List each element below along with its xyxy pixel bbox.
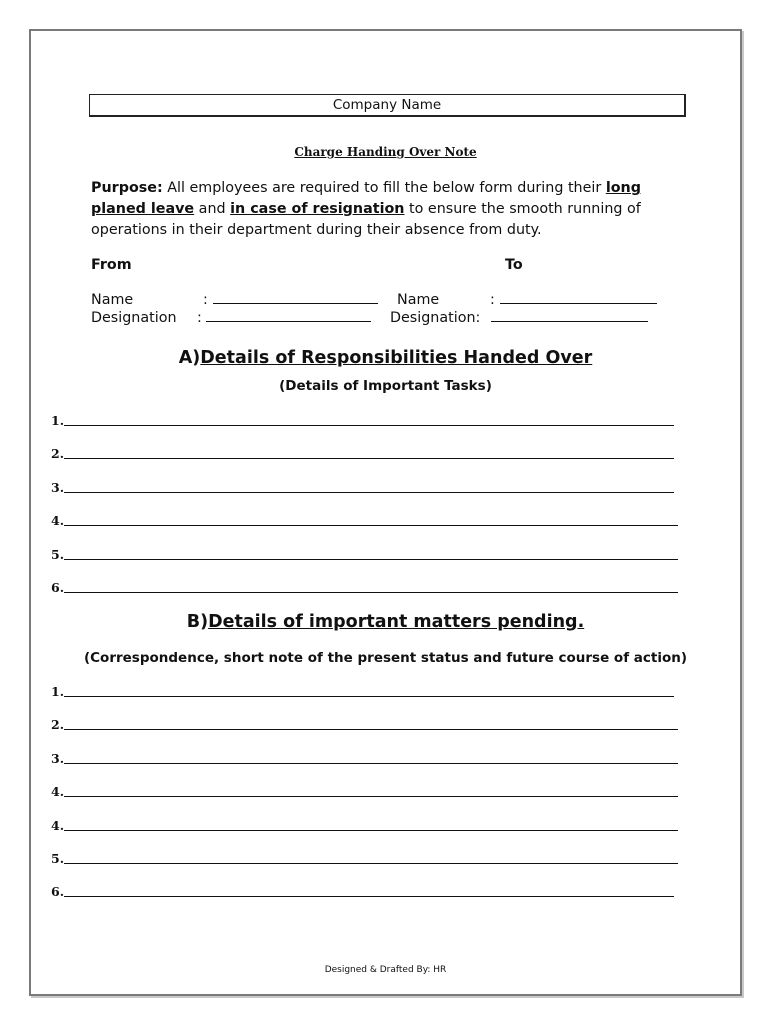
purpose-paragraph xyxy=(91,178,687,241)
section-a-line-number: 2. xyxy=(51,446,65,462)
section-b-line-number: 2. xyxy=(51,717,65,733)
purpose-text-1: All employees are required to fill the below form during their xyxy=(162,180,606,196)
section-b-line-number: 3. xyxy=(51,750,65,766)
section-b-line-number: 4. xyxy=(51,784,65,800)
section-a-line-item xyxy=(51,579,678,595)
section-b-line-field[interactable] xyxy=(64,895,674,897)
section-a-line-field[interactable] xyxy=(64,457,674,459)
section-b-line-item xyxy=(51,817,678,833)
from-designation-field[interactable] xyxy=(206,308,371,322)
to-name-sep: : xyxy=(490,292,495,308)
section-b-line-field[interactable] xyxy=(64,728,678,730)
section-a-line-field[interactable] xyxy=(64,558,678,560)
section-a-line-number: 1. xyxy=(51,413,65,428)
section-b-line-number: 1. xyxy=(51,684,65,699)
section-a-title xyxy=(31,348,740,368)
to-name-field[interactable] xyxy=(500,290,657,304)
to-designation-row xyxy=(390,308,648,327)
section-b-title xyxy=(31,612,740,632)
note-title: Charge Handing Over Note xyxy=(294,145,477,159)
section-a-line-item xyxy=(51,479,674,495)
section-a-subtitle: (Details of Important Tasks) xyxy=(279,378,492,394)
section-a-heading: Details of Responsibilities Handed Over xyxy=(200,348,593,368)
section-b-line-item xyxy=(51,716,678,732)
purpose-emphasis-leave: long planed leave xyxy=(91,180,641,217)
section-a-line-number: 6. xyxy=(51,580,65,595)
from-name-label: Name xyxy=(91,292,134,308)
purpose-text-2: and xyxy=(194,201,231,217)
from-name-field[interactable] xyxy=(213,290,378,304)
company-name: Company Name xyxy=(332,97,442,113)
section-a-line-field[interactable] xyxy=(64,524,678,526)
purpose-emphasis-resignation: in case of resignation xyxy=(230,201,405,217)
to-designation-field[interactable] xyxy=(491,308,648,322)
from-designation-sep: : xyxy=(197,310,202,326)
section-b-line-field[interactable] xyxy=(64,795,678,797)
section-b-line-number: 5. xyxy=(51,851,65,866)
purpose-text-3: to ensure the smooth running of operations in their department during their absence from duty. xyxy=(91,201,641,238)
section-b-line-item xyxy=(51,683,674,699)
section-b-line-number: 6. xyxy=(51,884,65,900)
to-designation-label: Designation: xyxy=(390,310,481,326)
section-a-prefix: A) xyxy=(178,348,201,368)
section-b-line-item xyxy=(51,783,678,799)
section-b-line-field[interactable] xyxy=(64,762,678,764)
from-designation-row xyxy=(91,308,371,327)
company-name-box xyxy=(89,94,686,117)
section-b-line-field[interactable] xyxy=(64,829,678,831)
from-name-row xyxy=(91,290,378,309)
section-b-line-number: 4. xyxy=(51,817,65,833)
section-b-line-field[interactable] xyxy=(64,862,678,864)
from-name-sep: : xyxy=(203,292,208,308)
purpose-label: Purpose: xyxy=(91,180,163,196)
section-b-line-field[interactable] xyxy=(64,695,674,697)
section-a-line-item xyxy=(51,412,674,428)
section-a-line-item xyxy=(51,445,674,461)
section-a-line-number: 5. xyxy=(51,546,65,562)
section-b-line-item xyxy=(51,883,674,899)
document-page xyxy=(29,29,742,996)
section-b-line-item xyxy=(51,850,678,866)
section-a-line-field[interactable] xyxy=(64,491,674,493)
section-a-line-field[interactable] xyxy=(64,424,674,426)
section-a-line-number: 3. xyxy=(51,479,65,495)
to-name-label: Name xyxy=(397,292,440,308)
section-b-heading: Details of important matters pending. xyxy=(208,612,585,632)
section-a-line-field[interactable] xyxy=(64,591,678,593)
to-name-row xyxy=(397,290,657,309)
section-b-line-item xyxy=(51,750,678,766)
section-b-subtitle: (Correspondence, short note of the present status and future course of action) xyxy=(83,650,688,666)
section-a-line-item xyxy=(51,512,678,528)
from-label: From xyxy=(91,257,132,273)
section-b-prefix: B) xyxy=(186,612,209,632)
section-a-line-number: 4. xyxy=(51,513,65,529)
to-label: To xyxy=(505,257,523,273)
from-designation-label: Designation xyxy=(91,310,177,326)
footer-credit: Designed & Drafted By: HR xyxy=(324,965,447,975)
section-a-line-item xyxy=(51,546,678,562)
